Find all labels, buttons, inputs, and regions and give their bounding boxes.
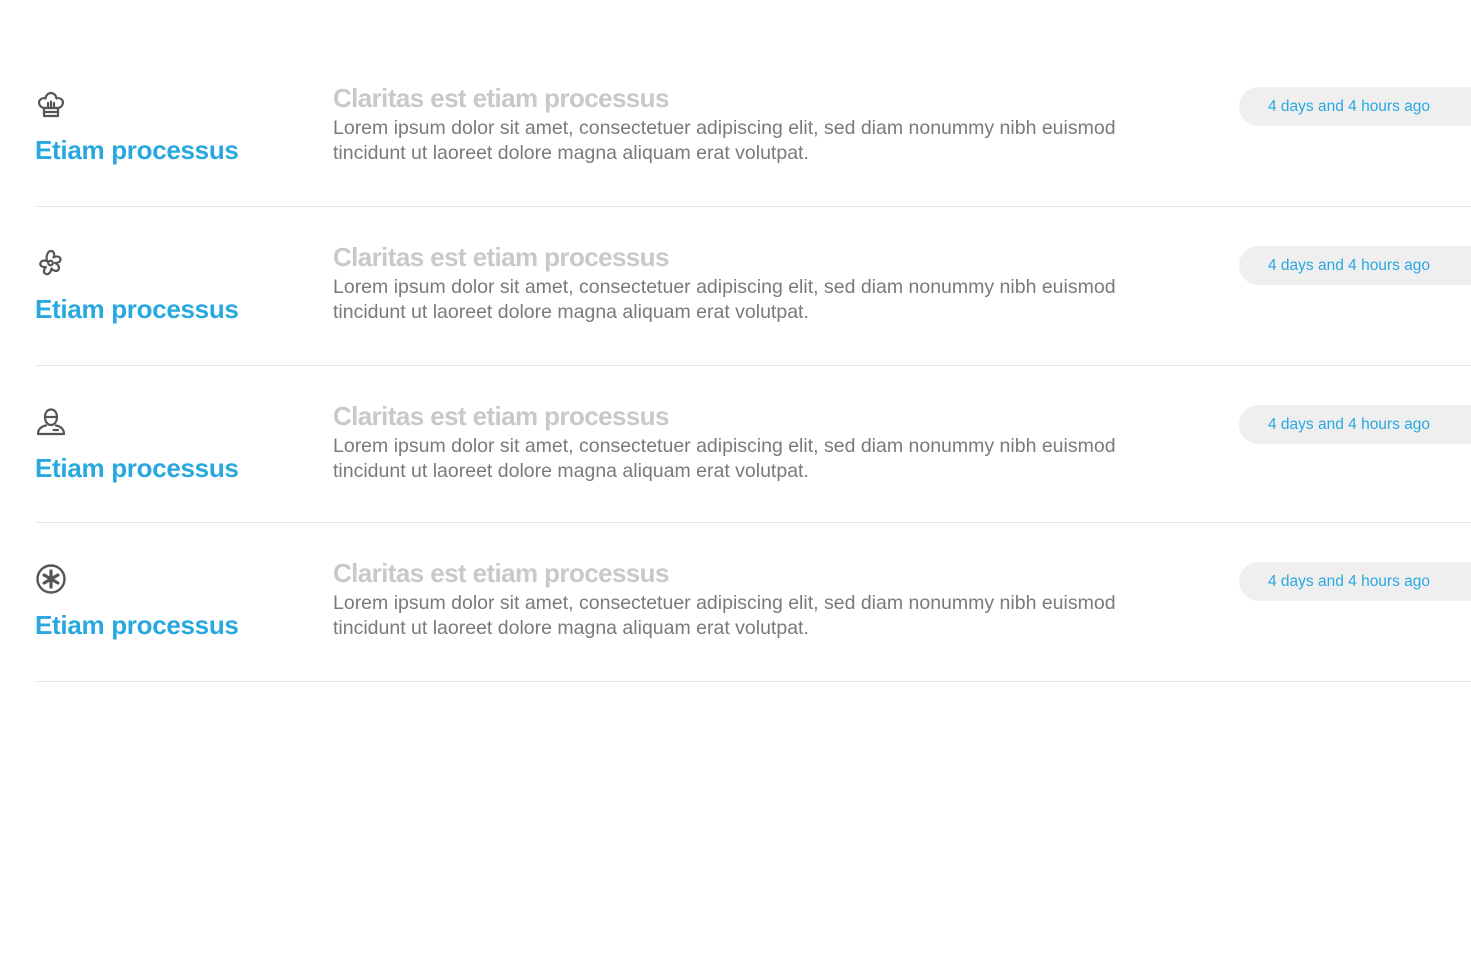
item-body [333, 242, 1193, 325]
item-title[interactable]: Claritas est etiam processus [333, 242, 669, 272]
item-text: Lorem ipsum dolor sit amet, consectetuer adipiscing elit, sed diam nonummy nibh euismod tincidunt ut laoreet dolore magna aliquam erat volutpat. [333, 117, 1116, 164]
item-title[interactable]: Claritas est etiam processus [333, 401, 669, 431]
feed-item [35, 366, 1471, 523]
item-text: Lorem ipsum dolor sit amet, consectetuer adipiscing elit, sed diam nonummy nibh euismod tincidunt ut laoreet dolore magna aliquam erat volutpat. [333, 435, 1116, 482]
feed-item [35, 207, 1471, 366]
item-title[interactable]: Claritas est etiam processus [333, 83, 669, 113]
feed-item [35, 523, 1471, 682]
item-text: Lorem ipsum dolor sit amet, consectetuer adipiscing elit, sed diam nonummy nibh euismod tincidunt ut laoreet dolore magna aliquam erat volutpat. [333, 276, 1116, 323]
activity-feed [35, 48, 1471, 682]
item-title[interactable]: Claritas est etiam processus [333, 558, 669, 588]
user-icon [35, 406, 67, 438]
item-body [333, 83, 1193, 166]
item-body [333, 401, 1193, 484]
timestamp-badge: 4 days and 4 hours ago [1239, 562, 1471, 601]
timestamp-badge: 4 days and 4 hours ago [1239, 246, 1471, 285]
chef-hat-icon [35, 88, 67, 120]
item-body [333, 558, 1193, 641]
item-author-link[interactable]: Etiam processus [35, 453, 239, 483]
timestamp-badge: 4 days and 4 hours ago [1239, 405, 1471, 444]
item-author-link[interactable]: Etiam processus [35, 135, 239, 165]
item-author-link[interactable]: Etiam processus [35, 610, 239, 640]
item-text: Lorem ipsum dolor sit amet, consectetuer adipiscing elit, sed diam nonummy nibh euismod tincidunt ut laoreet dolore magna aliquam erat volutpat. [333, 592, 1116, 639]
flower-icon [35, 247, 67, 279]
feed-item [35, 48, 1471, 207]
item-author-link[interactable]: Etiam processus [35, 294, 239, 324]
timestamp-badge: 4 days and 4 hours ago [1239, 87, 1471, 126]
asterisk-circle-icon [35, 563, 67, 595]
